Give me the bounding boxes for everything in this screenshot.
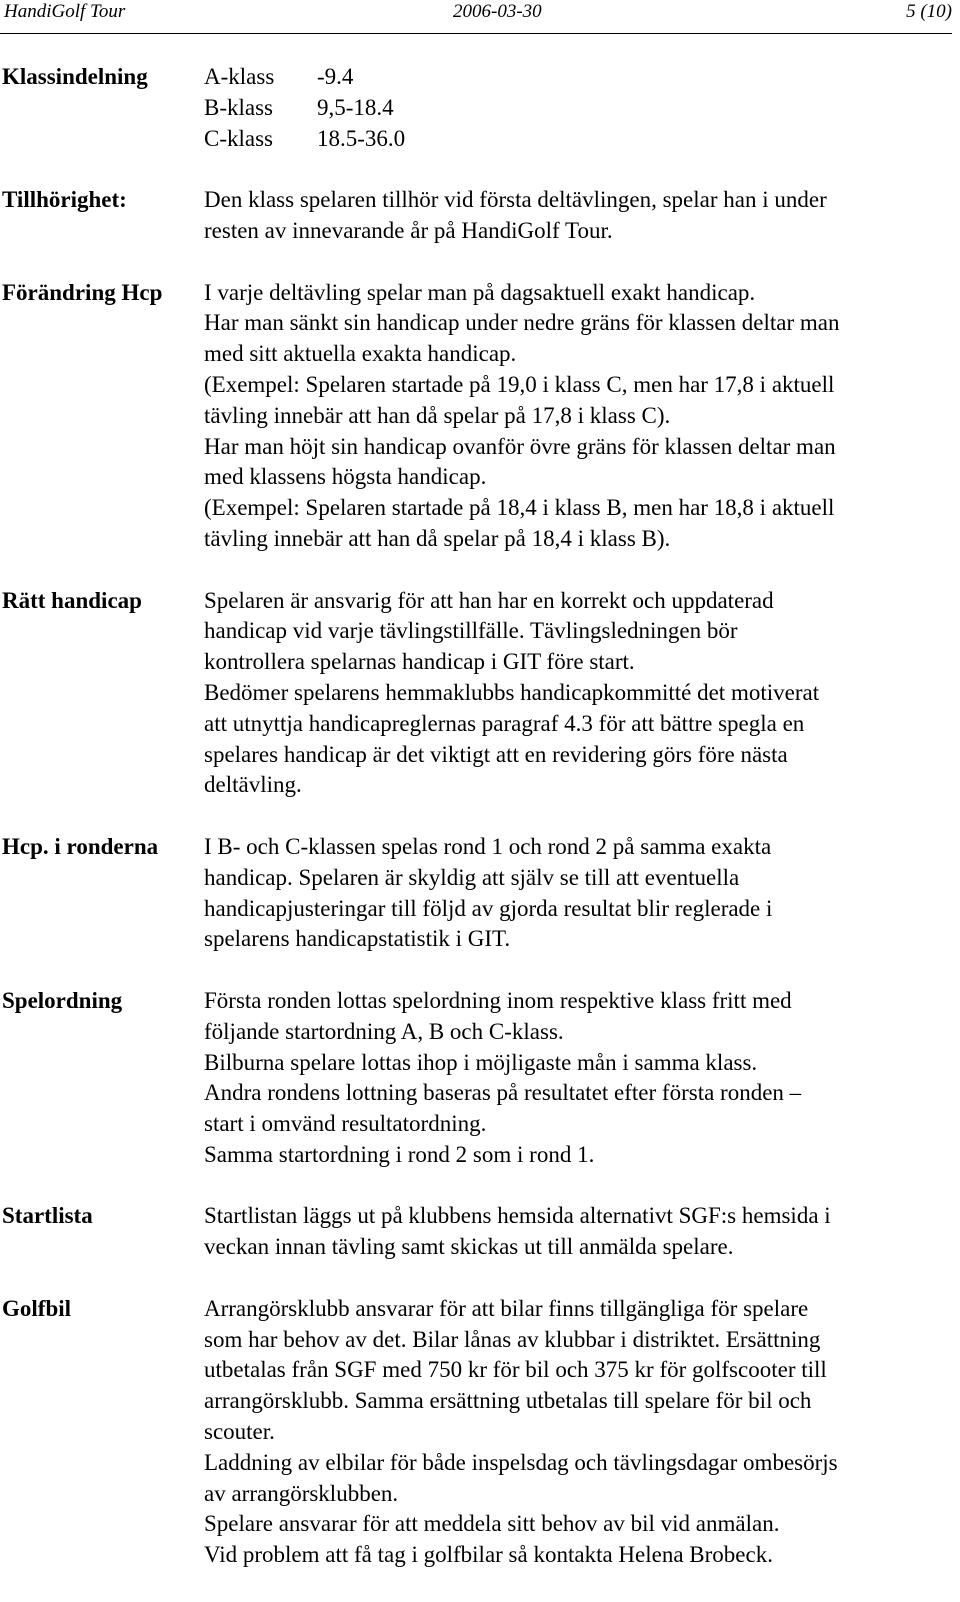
text-line: I varje deltävling spelar man på dagsaktuell exakt handicap. [204, 279, 756, 305]
header-page-number: 5 (10) [906, 1, 952, 22]
section-label: Golfbil [2, 1295, 72, 1321]
section-label: Förändring Hcp [2, 279, 163, 305]
class-row [204, 62, 952, 93]
header-document-title: HandiGolf Tour [4, 1, 126, 22]
text-line: med sitt aktuella exakta handicap. [204, 341, 517, 367]
text-line: Den klass spelaren tillhör vid första deltävlingen, spelar han i under [204, 187, 827, 213]
text-line: spelarens handicapstatistik i GIT. [204, 926, 511, 952]
text-line: handicapjusteringar till följd av gjorda resultat blir reglerade i [204, 895, 773, 921]
text-line: veckan innan tävling samt skickas ut till anmälda spelare. [204, 1234, 734, 1260]
text-line: Har man höjt sin handicap ovanför övre gräns för klassen deltar man [204, 433, 836, 459]
section-spelordning [0, 986, 952, 1171]
section-golfbil [0, 1294, 952, 1571]
text-line: Arrangörsklubb ansvarar för att bilar finns tillgängliga för spelare [204, 1295, 809, 1321]
text-line: resten av innevarande år på HandiGolf Tour. [204, 217, 613, 243]
text-line: som har behov av det. Bilar lånas av klubbar i distriktet. Ersättning [204, 1326, 821, 1352]
section-label: Spelordning [2, 987, 123, 1013]
class-table [204, 62, 952, 154]
class-range: -9.4 [317, 64, 354, 89]
text-line: Vid problem att få tag i golfbilar så kontakta Helena Brobeck. [204, 1542, 773, 1568]
text-line: Laddning av elbilar för både inspelsdag och tävlingsdagar ombesörjs [204, 1449, 838, 1475]
text-line: att utnyttja handicapreglernas paragraf 4.3 för att bättre spegla en [204, 710, 805, 736]
page-header [0, 0, 952, 24]
text-line: Bedömer spelarens hemmaklubbs handicapkommitté det motiverat [204, 679, 820, 705]
header-divider [0, 33, 952, 34]
text-line: Spelare ansvarar för att meddela sitt behov av bil vid anmälan. [204, 1511, 780, 1537]
section-klassindelning [0, 62, 952, 154]
text-line: deltävling. [204, 772, 302, 798]
text-line: Bilburna spelare lottas ihop i möjligaste mån i samma klass. [204, 1049, 758, 1075]
text-line: Startlistan läggs ut på klubbens hemsida alternativt SGF:s hemsida i [204, 1203, 831, 1229]
text-line: av arrangörsklubben. [204, 1480, 399, 1506]
text-line: med klassens högsta handicap. [204, 464, 487, 490]
text-line: Spelaren är ansvarig för att han har en korrekt och uppdaterad [204, 587, 774, 613]
section-label: Tillhörighet: [2, 187, 127, 213]
class-name: C-klass [204, 125, 273, 151]
text-line: spelares handicap är det viktigt att en revidering görs före nästa [204, 741, 788, 767]
text-line: Samma startordning i rond 2 som i rond 1. [204, 1141, 595, 1167]
text-line: start i omvänd resultatordning. [204, 1111, 487, 1137]
section-label: Hcp. i ronderna [2, 833, 159, 859]
section-label: Klassindelning [2, 64, 148, 89]
class-row [204, 93, 952, 124]
text-line: Har man sänkt sin handicap under nedre gräns för klassen deltar man [204, 310, 840, 336]
text-line: arrangörsklubb. Samma ersättning utbetalas till spelare för bil och [204, 1388, 812, 1414]
section-label: Rätt handicap [2, 587, 142, 613]
text-line: tävling innebär att han då spelar på 18,4 i klass B). [204, 525, 671, 551]
section-text [204, 185, 952, 247]
class-range: 18.5-36.0 [317, 125, 406, 151]
text-line: scouter. [204, 1419, 275, 1445]
section-text [204, 832, 952, 955]
text-line: (Exempel: Spelaren startade på 19,0 i klass C, men har 17,8 i aktuell [204, 371, 835, 397]
section-ratt-handicap [0, 586, 952, 802]
class-name: A-klass [204, 64, 275, 89]
text-line: kontrollera spelarnas handicap i GIT före start. [204, 649, 635, 675]
section-text [204, 1294, 952, 1571]
section-text [204, 278, 952, 555]
section-startlista [0, 1201, 952, 1263]
text-line: följande startordning A, B och C-klass. [204, 1018, 564, 1044]
section-tillhorighet [0, 185, 952, 247]
class-range: 9,5-18.4 [317, 94, 394, 120]
text-line: handicap. Spelaren är skyldig att själv se till att eventuella [204, 864, 740, 890]
text-line: handicap vid varje tävlingstillfälle. Tävlingsledningen bör [204, 618, 738, 644]
class-name: B-klass [204, 94, 273, 120]
header-date: 2006-03-30 [453, 1, 542, 22]
text-line: tävling innebär att han då spelar på 17,8 i klass C). [204, 402, 671, 428]
text-line: (Exempel: Spelaren startade på 18,4 i klass B, men har 18,8 i aktuell [204, 495, 835, 521]
class-row [204, 124, 952, 155]
section-text [204, 586, 952, 802]
section-text [204, 1201, 952, 1263]
section-forandring-hcp [0, 278, 952, 555]
text-line: Andra rondens lottning baseras på resultatet efter första ronden – [204, 1080, 802, 1106]
document-body [0, 62, 952, 1602]
text-line: I B- och C-klassen spelas rond 1 och rond 2 på samma exakta [204, 833, 772, 859]
section-text [204, 986, 952, 1171]
section-hcp-i-ronderna [0, 832, 952, 955]
section-label: Startlista [2, 1203, 93, 1229]
text-line: utbetalas från SGF med 750 kr för bil och 375 kr för golfscooter till [204, 1357, 827, 1383]
text-line: Första ronden lottas spelordning inom respektive klass fritt med [204, 987, 792, 1013]
